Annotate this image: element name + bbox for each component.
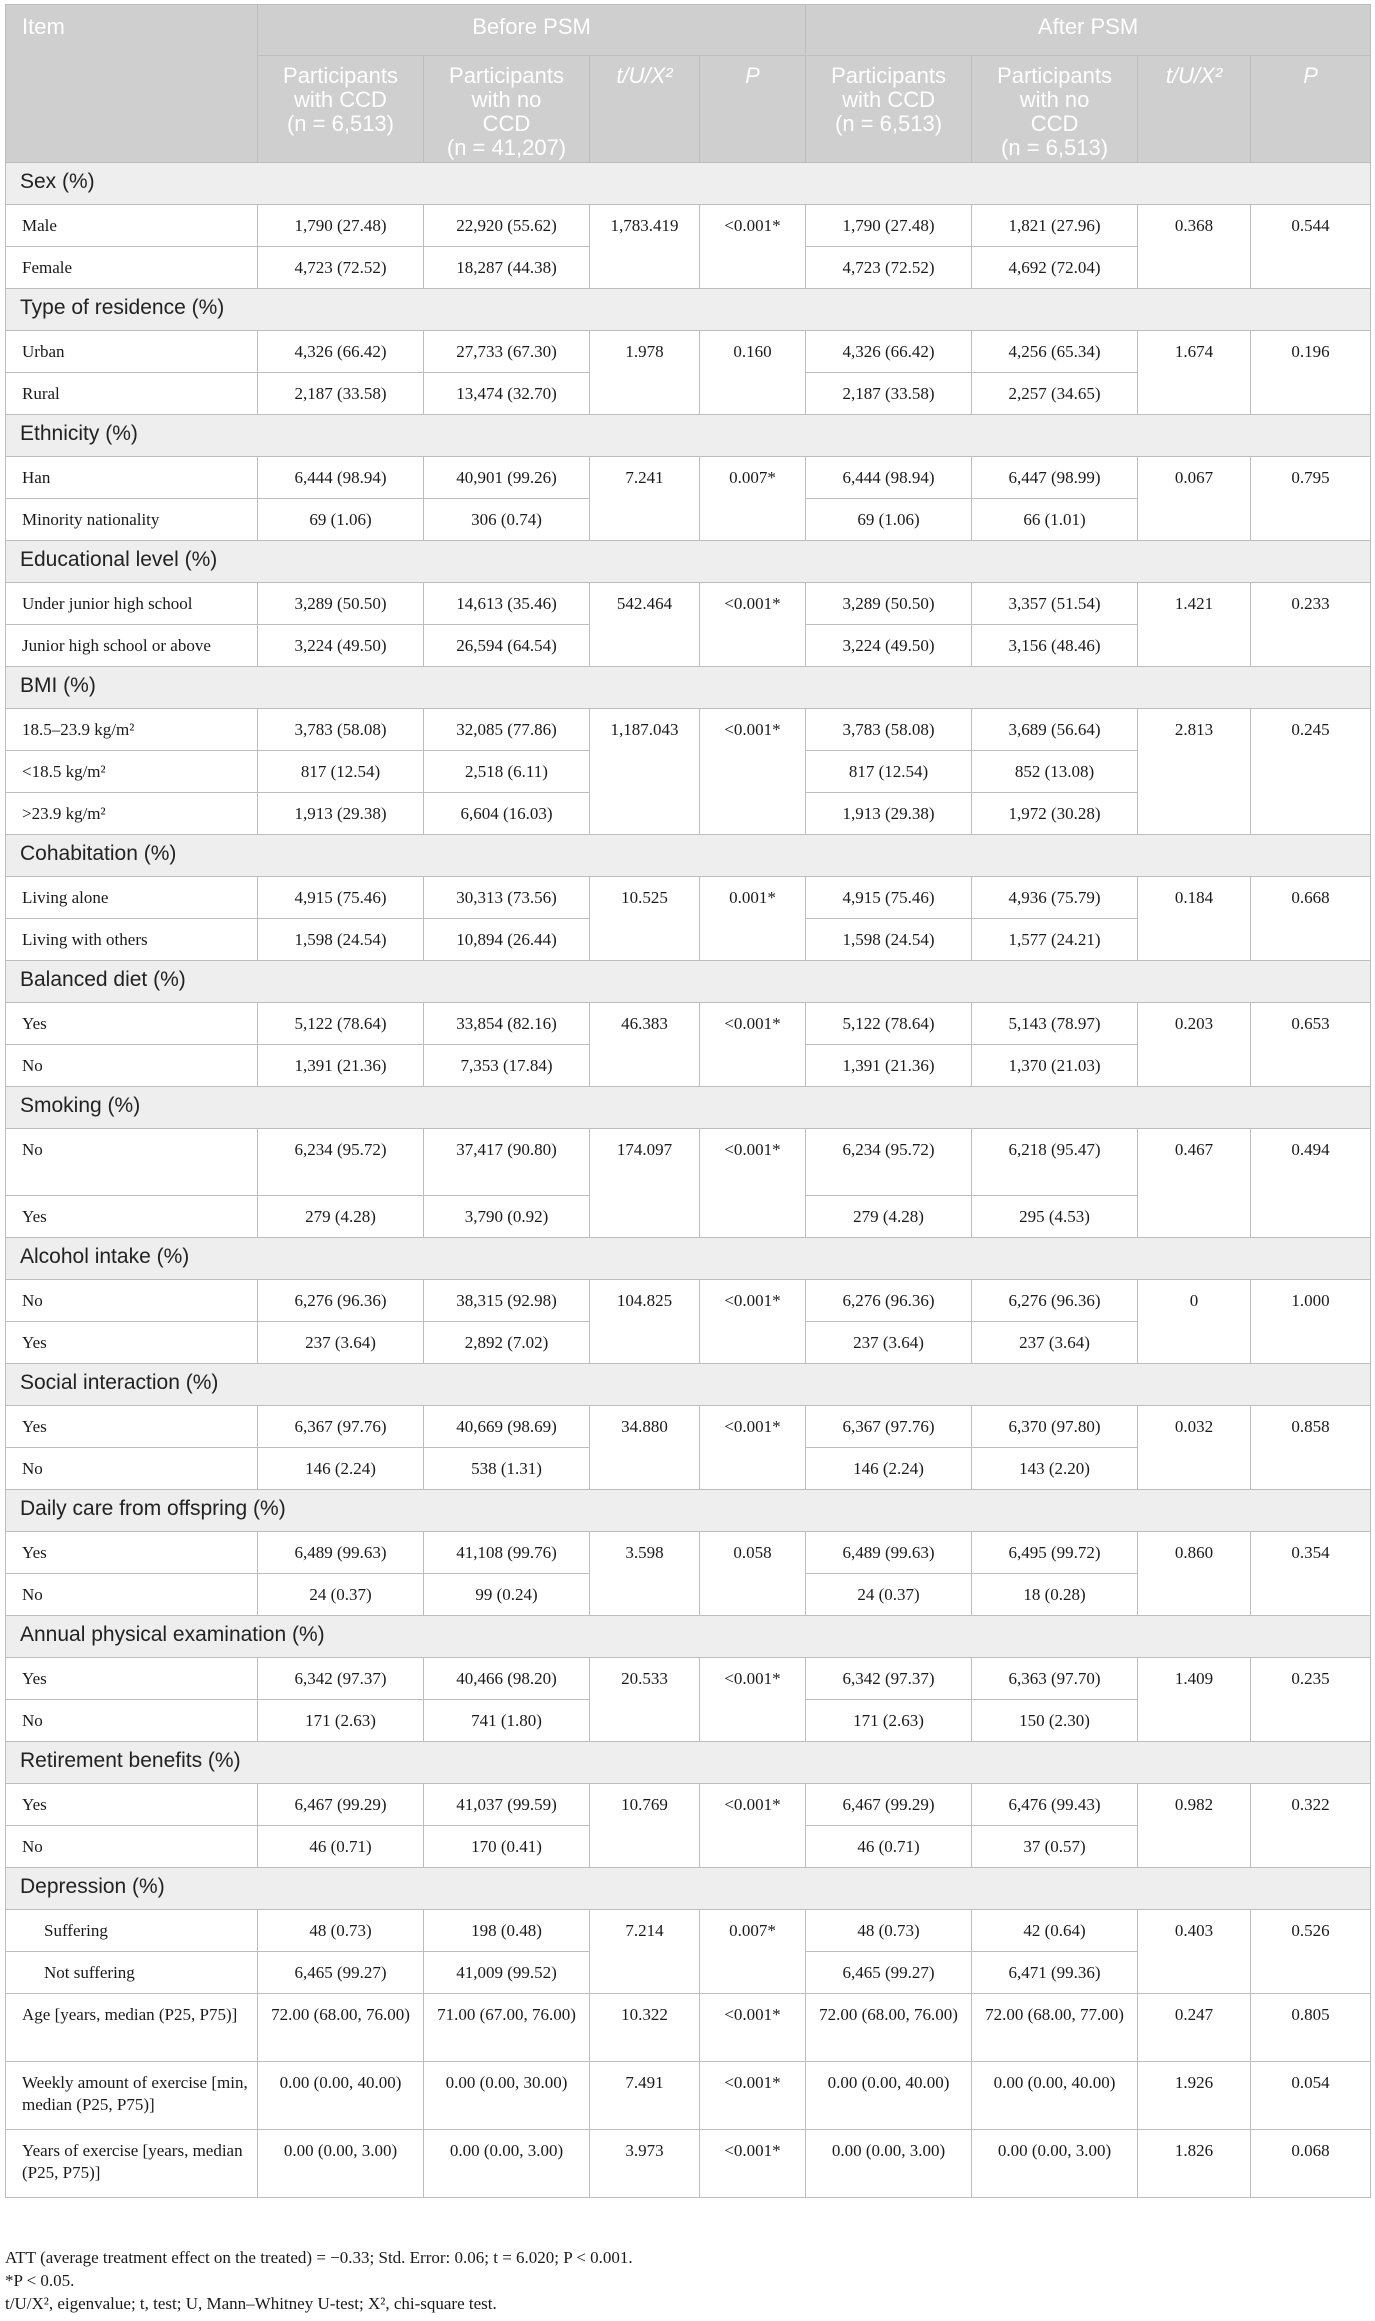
after-ccd-value: 2,187 (33.58) (806, 373, 972, 415)
after-no-ccd-value: 6,363 (97.70) (972, 1658, 1138, 1700)
before-ccd-value: 171 (2.63) (258, 1700, 424, 1742)
before-ccd-value: 1,913 (29.38) (258, 793, 424, 835)
table-row (6, 1532, 1371, 1574)
before-no-ccd-value: 3,790 (0.92) (424, 1196, 590, 1238)
after-p-value: 0.245 (1251, 709, 1371, 835)
after-no-ccd-value: 1,972 (30.28) (972, 793, 1138, 835)
before-no-ccd-value: 30,313 (73.56) (424, 877, 590, 919)
table-header (6, 5, 1371, 163)
section-title: Annual physical examination (%) (6, 1616, 1371, 1658)
before-ccd-value: 3,783 (58.08) (258, 709, 424, 751)
after-no-ccd-value: 295 (4.53) (972, 1196, 1138, 1238)
before-no-ccd-value: 41,037 (99.59) (424, 1784, 590, 1826)
before-p-value: 0.001* (700, 877, 806, 961)
before-no-ccd-value: 7,353 (17.84) (424, 1045, 590, 1087)
table-row (6, 1910, 1371, 1952)
after-p-value: 0.795 (1251, 457, 1371, 541)
after-stat-value: 0.860 (1138, 1532, 1251, 1616)
after-ccd-value: 6,342 (97.37) (806, 1658, 972, 1700)
row-label: Yes (6, 1196, 258, 1238)
before-no-ccd-value: 0.00 (0.00, 3.00) (424, 2130, 590, 2198)
before-stat-value: 542.464 (590, 583, 700, 667)
section-title: BMI (%) (6, 667, 1371, 709)
after-no-ccd-value: 4,256 (65.34) (972, 331, 1138, 373)
row-label: Male (6, 205, 258, 247)
row-label: Han (6, 457, 258, 499)
section-title: Cohabitation (%) (6, 835, 1371, 877)
after-p-value: 0.322 (1251, 1784, 1371, 1868)
abbreviation-footnote: t/U/X², eigenvalue; t, test; U, Mann–Whitney U-test; X², chi-square test. (5, 2294, 497, 2313)
before-stat-value: 20.533 (590, 1658, 700, 1742)
after-p-value: 0.544 (1251, 205, 1371, 289)
row-label: No (6, 1700, 258, 1742)
before-p-header: P (700, 56, 806, 163)
row-label: Yes (6, 1322, 258, 1364)
after-no-ccd-value: 6,218 (95.47) (972, 1129, 1138, 1196)
table-row (6, 331, 1371, 373)
after-stat-value: 0.467 (1138, 1129, 1251, 1238)
before-no-ccd-value: 0.00 (0.00, 30.00) (424, 2062, 590, 2130)
before-stat-value: 3.598 (590, 1532, 700, 1616)
after-no-ccd-value: 0.00 (0.00, 40.00) (972, 2062, 1138, 2130)
before-no-ccd-value: 2,518 (6.11) (424, 751, 590, 793)
before-ccd-value: 2,187 (33.58) (258, 373, 424, 415)
table-body (6, 163, 1371, 2198)
section-header-row (6, 835, 1371, 877)
after-psm-header: After PSM (806, 5, 1371, 56)
after-ccd-value: 6,465 (99.27) (806, 1952, 972, 1994)
before-p-value: <0.001* (700, 2062, 806, 2130)
row-label: No (6, 1045, 258, 1087)
after-ccd-value: 3,224 (49.50) (806, 625, 972, 667)
before-no-ccd-value: 71.00 (67.00, 76.00) (424, 1994, 590, 2062)
before-no-ccd-header: Participants with no CCD (n = 41,207) (424, 56, 590, 163)
after-no-ccd-value: 66 (1.01) (972, 499, 1138, 541)
after-no-ccd-value: 0.00 (0.00, 3.00) (972, 2130, 1138, 2198)
before-p-value: <0.001* (700, 1280, 806, 1364)
after-ccd-value: 279 (4.28) (806, 1196, 972, 1238)
after-stat-value: 1.421 (1138, 583, 1251, 667)
before-p-value: <0.001* (700, 1994, 806, 2062)
after-ccd-value: 1,790 (27.48) (806, 205, 972, 247)
before-no-ccd-value: 40,669 (98.69) (424, 1406, 590, 1448)
before-ccd-value: 237 (3.64) (258, 1322, 424, 1364)
after-p-header: P (1251, 56, 1371, 163)
before-ccd-value: 1,790 (27.48) (258, 205, 424, 247)
section-header-row (6, 541, 1371, 583)
row-label: Yes (6, 1003, 258, 1045)
after-ccd-value: 3,783 (58.08) (806, 709, 972, 751)
after-stat-header: t/U/X² (1138, 56, 1251, 163)
row-label: No (6, 1574, 258, 1616)
after-no-ccd-value: 4,936 (75.79) (972, 877, 1138, 919)
after-p-value: 0.805 (1251, 1994, 1371, 2062)
section-title: Social interaction (%) (6, 1364, 1371, 1406)
before-ccd-value: 146 (2.24) (258, 1448, 424, 1490)
before-no-ccd-value: 198 (0.48) (424, 1910, 590, 1952)
table-row (6, 1129, 1371, 1196)
before-ccd-value: 3,289 (50.50) (258, 583, 424, 625)
after-no-ccd-value: 6,476 (99.43) (972, 1784, 1138, 1826)
before-stat-value: 174.097 (590, 1129, 700, 1238)
before-ccd-value: 4,915 (75.46) (258, 877, 424, 919)
before-p-value: <0.001* (700, 709, 806, 835)
row-label: No (6, 1280, 258, 1322)
psm-table (5, 4, 1371, 2198)
before-p-value: <0.001* (700, 2130, 806, 2198)
before-no-ccd-value: 41,009 (99.52) (424, 1952, 590, 1994)
after-no-ccd-value: 852 (13.08) (972, 751, 1138, 793)
before-no-ccd-value: 32,085 (77.86) (424, 709, 590, 751)
row-label: Rural (6, 373, 258, 415)
after-p-value: 0.235 (1251, 1658, 1371, 1742)
section-title: Daily care from offspring (%) (6, 1490, 1371, 1532)
after-ccd-header: Participants with CCD (n = 6,513) (806, 56, 972, 163)
before-no-ccd-value: 14,613 (35.46) (424, 583, 590, 625)
after-ccd-value: 0.00 (0.00, 3.00) (806, 2130, 972, 2198)
after-p-value: 0.233 (1251, 583, 1371, 667)
section-title: Balanced diet (%) (6, 961, 1371, 1003)
after-ccd-value: 4,723 (72.52) (806, 247, 972, 289)
before-ccd-value: 817 (12.54) (258, 751, 424, 793)
after-p-value: 0.668 (1251, 877, 1371, 961)
item-header: Item (6, 5, 258, 163)
before-ccd-value: 6,367 (97.76) (258, 1406, 424, 1448)
row-label: Yes (6, 1406, 258, 1448)
section-header-row (6, 961, 1371, 1003)
after-ccd-value: 4,326 (66.42) (806, 331, 972, 373)
after-no-ccd-value: 72.00 (68.00, 77.00) (972, 1994, 1138, 2062)
before-stat-value: 104.825 (590, 1280, 700, 1364)
after-stat-value: 0.032 (1138, 1406, 1251, 1490)
table-row (6, 1784, 1371, 1826)
after-stat-value: 0.368 (1138, 205, 1251, 289)
before-ccd-value: 0.00 (0.00, 3.00) (258, 2130, 424, 2198)
after-p-value: 0.494 (1251, 1129, 1371, 1238)
section-header-row (6, 1364, 1371, 1406)
significance-footnote: *P < 0.05. (5, 2271, 75, 2290)
after-no-ccd-value: 5,143 (78.97) (972, 1003, 1138, 1045)
section-header-row (6, 1616, 1371, 1658)
after-ccd-value: 1,913 (29.38) (806, 793, 972, 835)
row-label: No (6, 1826, 258, 1868)
before-ccd-value: 46 (0.71) (258, 1826, 424, 1868)
after-no-ccd-value: 6,495 (99.72) (972, 1532, 1138, 1574)
section-title: Ethnicity (%) (6, 415, 1371, 457)
after-p-value: 0.054 (1251, 2062, 1371, 2130)
before-no-ccd-value: 41,108 (99.76) (424, 1532, 590, 1574)
after-ccd-value: 5,122 (78.64) (806, 1003, 972, 1045)
after-no-ccd-header: Participants with no CCD (n = 6,513) (972, 56, 1138, 163)
after-no-ccd-value: 6,447 (98.99) (972, 457, 1138, 499)
before-ccd-value: 6,467 (99.29) (258, 1784, 424, 1826)
before-no-ccd-value: 170 (0.41) (424, 1826, 590, 1868)
after-ccd-value: 1,391 (21.36) (806, 1045, 972, 1087)
row-label: 18.5–23.9 kg/m² (6, 709, 258, 751)
before-ccd-value: 69 (1.06) (258, 499, 424, 541)
before-p-value: 0.058 (700, 1532, 806, 1616)
row-label: Yes (6, 1658, 258, 1700)
after-ccd-value: 146 (2.24) (806, 1448, 972, 1490)
before-no-ccd-value: 99 (0.24) (424, 1574, 590, 1616)
before-no-ccd-value: 10,894 (26.44) (424, 919, 590, 961)
before-no-ccd-value: 741 (1.80) (424, 1700, 590, 1742)
table-row (6, 1658, 1371, 1700)
after-no-ccd-value: 1,821 (27.96) (972, 205, 1138, 247)
section-header-row (6, 415, 1371, 457)
table-row (6, 877, 1371, 919)
before-ccd-value: 4,723 (72.52) (258, 247, 424, 289)
before-p-value: <0.001* (700, 1129, 806, 1238)
section-header-row (6, 1742, 1371, 1784)
before-ccd-value: 3,224 (49.50) (258, 625, 424, 667)
after-stat-value: 0.203 (1138, 1003, 1251, 1087)
before-no-ccd-value: 27,733 (67.30) (424, 331, 590, 373)
after-no-ccd-value: 237 (3.64) (972, 1322, 1138, 1364)
after-p-value: 0.068 (1251, 2130, 1371, 2198)
before-stat-header: t/U/X² (590, 56, 700, 163)
before-no-ccd-value: 40,466 (98.20) (424, 1658, 590, 1700)
before-ccd-value: 6,489 (99.63) (258, 1532, 424, 1574)
before-no-ccd-value: 2,892 (7.02) (424, 1322, 590, 1364)
before-stat-value: 46.383 (590, 1003, 700, 1087)
section-title: Smoking (%) (6, 1087, 1371, 1129)
after-ccd-value: 6,367 (97.76) (806, 1406, 972, 1448)
section-header-row (6, 667, 1371, 709)
row-label: Living alone (6, 877, 258, 919)
after-ccd-value: 4,915 (75.46) (806, 877, 972, 919)
before-stat-value: 10.322 (590, 1994, 700, 2062)
row-label: No (6, 1448, 258, 1490)
section-header-row (6, 163, 1371, 205)
after-p-value: 0.858 (1251, 1406, 1371, 1490)
table-row (6, 457, 1371, 499)
row-label: Suffering (6, 1910, 258, 1952)
before-p-value: <0.001* (700, 1784, 806, 1868)
before-no-ccd-value: 26,594 (64.54) (424, 625, 590, 667)
table-row (6, 583, 1371, 625)
after-ccd-value: 6,234 (95.72) (806, 1129, 972, 1196)
after-stat-value: 0.184 (1138, 877, 1251, 961)
after-ccd-value: 3,289 (50.50) (806, 583, 972, 625)
before-p-value: <0.001* (700, 205, 806, 289)
after-ccd-value: 48 (0.73) (806, 1910, 972, 1952)
before-ccd-value: 6,444 (98.94) (258, 457, 424, 499)
before-p-value: <0.001* (700, 1658, 806, 1742)
table-row (6, 205, 1371, 247)
before-p-value: 0.007* (700, 1910, 806, 1994)
before-no-ccd-value: 38,315 (92.98) (424, 1280, 590, 1322)
after-ccd-value: 1,598 (24.54) (806, 919, 972, 961)
after-ccd-value: 69 (1.06) (806, 499, 972, 541)
before-stat-value: 10.769 (590, 1784, 700, 1868)
before-ccd-value: 6,234 (95.72) (258, 1129, 424, 1196)
row-label: Yes (6, 1532, 258, 1574)
before-ccd-value: 6,276 (96.36) (258, 1280, 424, 1322)
before-p-value: 0.007* (700, 457, 806, 541)
section-header-row (6, 1868, 1371, 1910)
after-ccd-value: 6,467 (99.29) (806, 1784, 972, 1826)
after-no-ccd-value: 1,577 (24.21) (972, 919, 1138, 961)
after-ccd-value: 6,276 (96.36) (806, 1280, 972, 1322)
before-stat-value: 1,783.419 (590, 205, 700, 289)
before-ccd-value: 279 (4.28) (258, 1196, 424, 1238)
after-no-ccd-value: 150 (2.30) (972, 1700, 1138, 1742)
before-no-ccd-value: 6,604 (16.03) (424, 793, 590, 835)
section-header-row (6, 289, 1371, 331)
row-label: Minority nationality (6, 499, 258, 541)
after-p-value: 0.653 (1251, 1003, 1371, 1087)
before-stat-value: 7.491 (590, 2062, 700, 2130)
before-p-value: <0.001* (700, 1003, 806, 1087)
row-label: No (6, 1129, 258, 1196)
after-no-ccd-value: 18 (0.28) (972, 1574, 1138, 1616)
continuous-row (6, 1994, 1371, 2062)
before-ccd-value: 5,122 (78.64) (258, 1003, 424, 1045)
after-ccd-value: 817 (12.54) (806, 751, 972, 793)
before-stat-value: 10.525 (590, 877, 700, 961)
after-stat-value: 1.926 (1138, 2062, 1251, 2130)
before-ccd-value: 4,326 (66.42) (258, 331, 424, 373)
section-title: Alcohol intake (%) (6, 1238, 1371, 1280)
before-ccd-value: 1,598 (24.54) (258, 919, 424, 961)
after-no-ccd-value: 3,689 (56.64) (972, 709, 1138, 751)
row-label: Under junior high school (6, 583, 258, 625)
row-label: Weekly amount of exercise [min, median (P25, P75)] (6, 2062, 258, 2130)
after-stat-value: 0.247 (1138, 1994, 1251, 2062)
after-ccd-value: 72.00 (68.00, 76.00) (806, 1994, 972, 2062)
before-ccd-header: Participants with CCD (n = 6,513) (258, 56, 424, 163)
row-label: Living with others (6, 919, 258, 961)
after-ccd-value: 6,444 (98.94) (806, 457, 972, 499)
footnotes (5, 2246, 1370, 2315)
before-no-ccd-value: 22,920 (55.62) (424, 205, 590, 247)
before-stat-value: 1,187.043 (590, 709, 700, 835)
before-stat-value: 7.214 (590, 1910, 700, 1994)
section-header-row (6, 1490, 1371, 1532)
before-ccd-value: 6,342 (97.37) (258, 1658, 424, 1700)
after-ccd-value: 171 (2.63) (806, 1700, 972, 1742)
table-row (6, 709, 1371, 751)
section-title: Retirement benefits (%) (6, 1742, 1371, 1784)
before-no-ccd-value: 33,854 (82.16) (424, 1003, 590, 1045)
before-stat-value: 34.880 (590, 1406, 700, 1490)
section-title: Depression (%) (6, 1868, 1371, 1910)
section-title: Sex (%) (6, 163, 1371, 205)
before-no-ccd-value: 37,417 (90.80) (424, 1129, 590, 1196)
section-header-row (6, 1087, 1371, 1129)
after-p-value: 0.354 (1251, 1532, 1371, 1616)
after-no-ccd-value: 4,692 (72.04) (972, 247, 1138, 289)
att-footnote: ATT (average treatment effect on the treated) = −0.33; Std. Error: 0.06; t = 6.020; P < 0.001. (5, 2248, 633, 2267)
before-psm-header: Before PSM (258, 5, 806, 56)
row-label: Yes (6, 1784, 258, 1826)
section-title: Educational level (%) (6, 541, 1371, 583)
before-p-value: <0.001* (700, 583, 806, 667)
before-ccd-value: 0.00 (0.00, 40.00) (258, 2062, 424, 2130)
row-label: Junior high school or above (6, 625, 258, 667)
before-no-ccd-value: 18,287 (44.38) (424, 247, 590, 289)
row-label: Years of exercise [years, median (P25, P75)] (6, 2130, 258, 2198)
after-ccd-value: 0.00 (0.00, 40.00) (806, 2062, 972, 2130)
table-row (6, 1280, 1371, 1322)
before-ccd-value: 6,465 (99.27) (258, 1952, 424, 1994)
row-label: Age [years, median (P25, P75)] (6, 1994, 258, 2062)
row-label: Female (6, 247, 258, 289)
before-ccd-value: 1,391 (21.36) (258, 1045, 424, 1087)
after-stat-value: 1.826 (1138, 2130, 1251, 2198)
after-ccd-value: 24 (0.37) (806, 1574, 972, 1616)
before-ccd-value: 48 (0.73) (258, 1910, 424, 1952)
after-no-ccd-value: 6,276 (96.36) (972, 1280, 1138, 1322)
after-ccd-value: 237 (3.64) (806, 1322, 972, 1364)
after-no-ccd-value: 37 (0.57) (972, 1826, 1138, 1868)
before-stat-value: 7.241 (590, 457, 700, 541)
after-no-ccd-value: 6,370 (97.80) (972, 1406, 1138, 1448)
before-p-value: <0.001* (700, 1406, 806, 1490)
after-no-ccd-value: 3,357 (51.54) (972, 583, 1138, 625)
continuous-row (6, 2062, 1371, 2130)
after-p-value: 0.526 (1251, 1910, 1371, 1994)
after-stat-value: 0.982 (1138, 1784, 1251, 1868)
after-ccd-value: 46 (0.71) (806, 1826, 972, 1868)
after-no-ccd-value: 2,257 (34.65) (972, 373, 1138, 415)
after-stat-value: 2.813 (1138, 709, 1251, 835)
before-no-ccd-value: 306 (0.74) (424, 499, 590, 541)
section-title: Type of residence (%) (6, 289, 1371, 331)
after-stat-value: 0.403 (1138, 1910, 1251, 1994)
before-no-ccd-value: 13,474 (32.70) (424, 373, 590, 415)
after-p-value: 1.000 (1251, 1280, 1371, 1364)
after-no-ccd-value: 3,156 (48.46) (972, 625, 1138, 667)
after-stat-value: 0.067 (1138, 457, 1251, 541)
table-row (6, 1003, 1371, 1045)
before-stat-value: 1.978 (590, 331, 700, 415)
after-no-ccd-value: 143 (2.20) (972, 1448, 1138, 1490)
before-ccd-value: 24 (0.37) (258, 1574, 424, 1616)
before-p-value: 0.160 (700, 331, 806, 415)
after-ccd-value: 6,489 (99.63) (806, 1532, 972, 1574)
after-p-value: 0.196 (1251, 331, 1371, 415)
after-no-ccd-value: 42 (0.64) (972, 1910, 1138, 1952)
after-stat-value: 1.674 (1138, 331, 1251, 415)
before-ccd-value: 72.00 (68.00, 76.00) (258, 1994, 424, 2062)
after-stat-value: 0 (1138, 1280, 1251, 1364)
before-stat-value: 3.973 (590, 2130, 700, 2198)
continuous-row (6, 2130, 1371, 2198)
before-no-ccd-value: 40,901 (99.26) (424, 457, 590, 499)
row-label: Urban (6, 331, 258, 373)
row-label: <18.5 kg/m² (6, 751, 258, 793)
after-no-ccd-value: 1,370 (21.03) (972, 1045, 1138, 1087)
row-label: Not suffering (6, 1952, 258, 1994)
section-header-row (6, 1238, 1371, 1280)
before-no-ccd-value: 538 (1.31) (424, 1448, 590, 1490)
after-stat-value: 1.409 (1138, 1658, 1251, 1742)
after-no-ccd-value: 6,471 (99.36) (972, 1952, 1138, 1994)
table-row (6, 1406, 1371, 1448)
row-label: >23.9 kg/m² (6, 793, 258, 835)
